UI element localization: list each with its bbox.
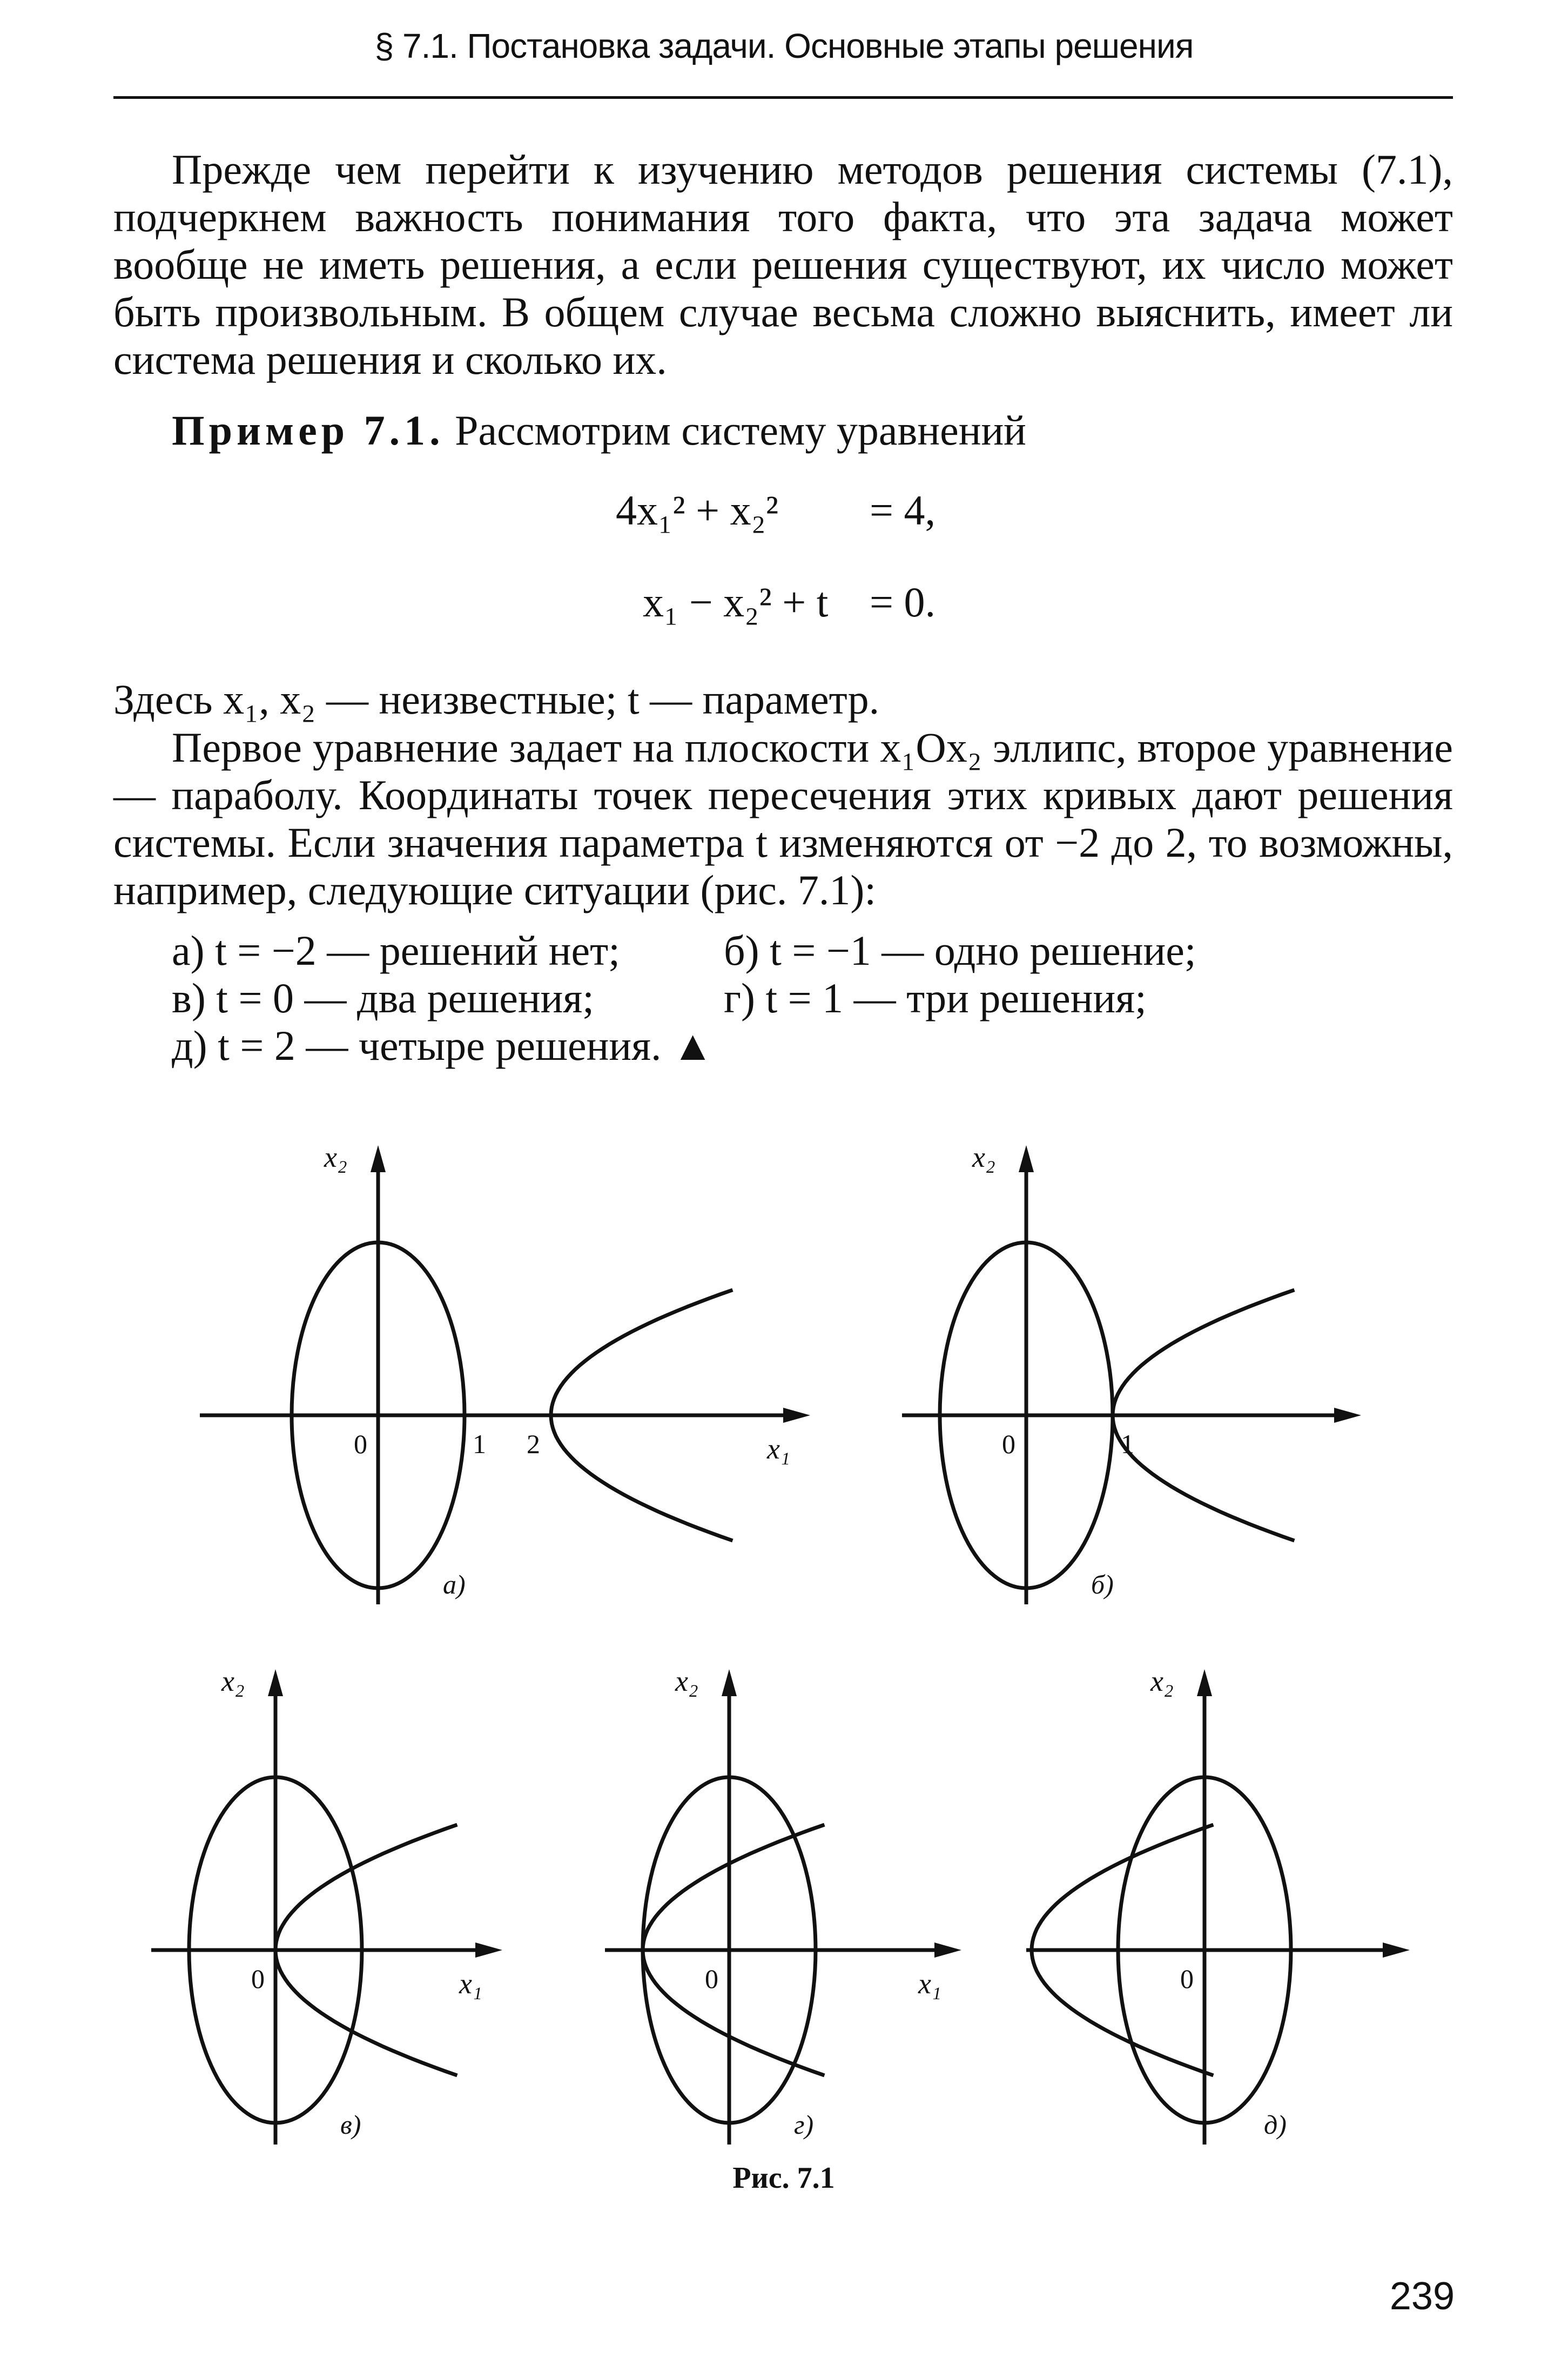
y-axis-arrow bbox=[371, 1145, 386, 1172]
equation-1-rhs: = 4, bbox=[870, 487, 936, 534]
x-axis-label: x₁ bbox=[767, 1433, 790, 1465]
end-of-example-mark: ▲ bbox=[671, 1022, 714, 1069]
case-d-text: д) t = 2 — четыре решения. bbox=[172, 1022, 662, 1069]
x-axis-label: x₁ bbox=[459, 1967, 482, 2000]
case-v: в) t = 0 — два решения; bbox=[172, 974, 594, 1021]
x-axis-label: x₁ bbox=[918, 1967, 941, 2000]
tick-label-1: 1 bbox=[473, 1429, 486, 1459]
panel-label: б) bbox=[1091, 1569, 1114, 1599]
case-d bbox=[172, 1021, 714, 1070]
header-rule bbox=[113, 96, 1453, 99]
x-axis-arrow bbox=[1383, 1942, 1410, 1958]
tick-label-2: 2 bbox=[527, 1429, 540, 1459]
y-axis-arrow bbox=[1197, 1669, 1212, 1696]
y-axis-arrow bbox=[722, 1669, 737, 1696]
y-axis-label: x₂ bbox=[972, 1141, 995, 1173]
origin-label: 0 bbox=[251, 1964, 265, 1994]
y-axis-arrow bbox=[268, 1669, 283, 1696]
x-axis-arrow bbox=[475, 1942, 502, 1958]
example-heading bbox=[172, 406, 1026, 455]
y-axis-arrow bbox=[1019, 1145, 1034, 1172]
figure-panel-4 bbox=[605, 1665, 961, 2145]
intro-paragraph-text: Прежде чем перейти к изучению методов решения системы (7.1), подчеркнем важность понимания того факта, что эта задача может вообще не иметь решения, а если решения существуют, их число может быть произвольным. В общем случае весьма сложно выяснить, имеет ли система решения и сколько их. bbox=[113, 146, 1453, 383]
x-axis-arrow bbox=[934, 1942, 961, 1958]
unknowns-line: Здесь x₁, x₂ — неизвестные; t — параметр. bbox=[113, 676, 880, 723]
origin-label: 0 bbox=[354, 1429, 367, 1459]
intro-paragraph bbox=[113, 146, 1453, 384]
y-axis-label: x₂ bbox=[324, 1141, 347, 1173]
example-label: Пример 7.1. bbox=[172, 407, 445, 454]
panel-label: а) bbox=[443, 1569, 466, 1599]
y-axis-label: x₂ bbox=[675, 1665, 698, 1697]
origin-label: 0 bbox=[1180, 1964, 1194, 1994]
panel-label: д) bbox=[1264, 2109, 1287, 2140]
case-b: б) t = −1 — одно решение; bbox=[724, 927, 1196, 974]
equation-2-rhs: = 0. bbox=[870, 579, 936, 626]
case-a: а) t = −2 — решений нет; bbox=[172, 927, 620, 974]
equation-1-lhs: 4x₁² + x₂² bbox=[616, 487, 779, 534]
tick-label-1: 1 bbox=[1121, 1429, 1134, 1459]
figure-panel-5 bbox=[1026, 1665, 1410, 2145]
page-number: 239 bbox=[1389, 2275, 1455, 2318]
figure-panel-3 bbox=[151, 1665, 502, 2145]
panel-label: г) bbox=[794, 2109, 814, 2140]
x-axis-arrow bbox=[783, 1408, 810, 1423]
example-text: Рассмотрим систему уравнений bbox=[444, 407, 1026, 454]
x-axis-arrow bbox=[1334, 1408, 1361, 1423]
equation-2-lhs: x₁ − x₂² + t bbox=[643, 579, 829, 626]
running-header: § 7.1. Постановка задачи. Основные этапы решения bbox=[374, 26, 1194, 65]
explanation-paragraph-text: Первое уравнение задает на плоскости x₁Ox₂ эллипс, второе уравнение — параболу. Координаты точек пересечения этих кривых дают решения системы. Если значения параметра t изменяются от −2 до 2, то возможны, например, следующие ситуации (рис. 7.1): bbox=[113, 724, 1453, 913]
explanation-paragraph bbox=[113, 724, 1453, 914]
figure-panel-2 bbox=[902, 1141, 1361, 1604]
panel-label: в) bbox=[340, 2109, 361, 2140]
origin-label: 0 bbox=[1002, 1429, 1015, 1459]
y-axis-label: x₂ bbox=[1150, 1665, 1174, 1697]
case-g: г) t = 1 — три решения; bbox=[724, 974, 1147, 1021]
figure-caption: Рис. 7.1 bbox=[732, 2161, 835, 2195]
y-axis-label: x₂ bbox=[221, 1665, 245, 1697]
figure-panel-1 bbox=[200, 1141, 810, 1604]
origin-label: 0 bbox=[705, 1964, 718, 1994]
figure-7-1 bbox=[0, 1107, 1568, 2215]
